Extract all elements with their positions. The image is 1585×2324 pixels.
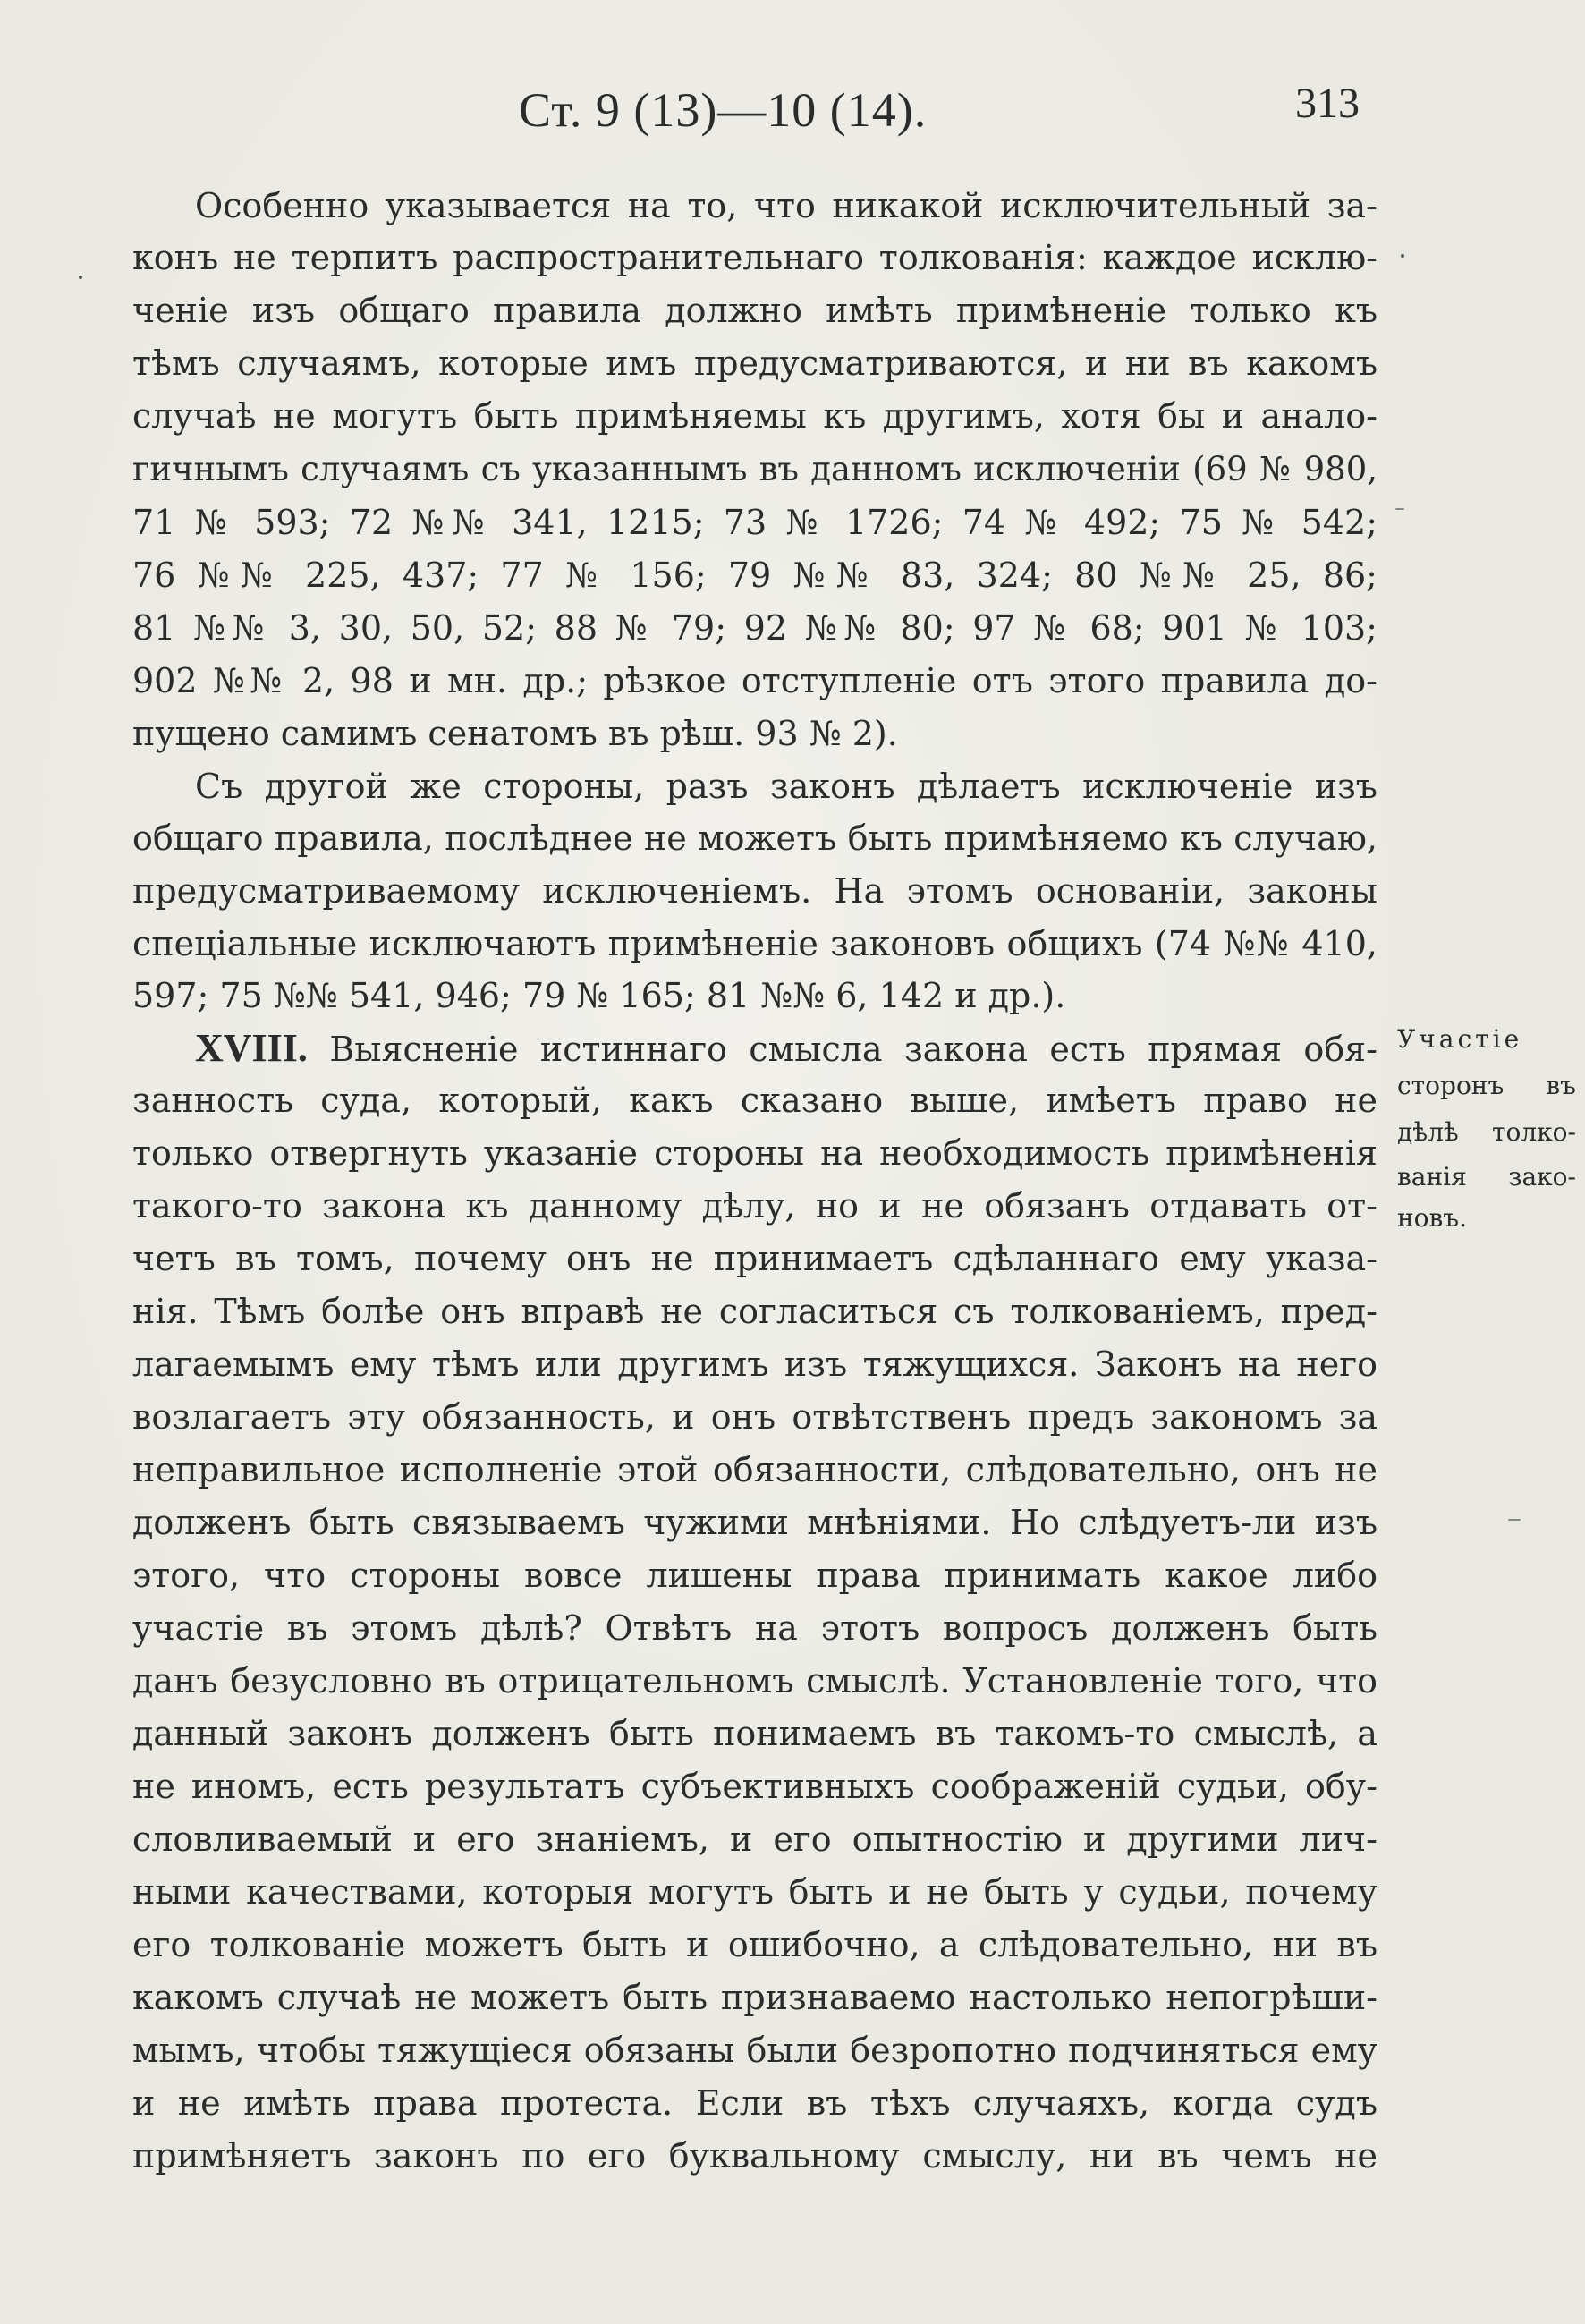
text-line (195, 1022, 1377, 1075)
text-line: 71 № 593; 72 №№ 341, 1215; 73 № 1726; 74 № 492; 75 № 542; (132, 503, 1377, 542)
text-line: Съ другой же стороны, разъ законъ дѣлаетъ исключеніе изъ (195, 767, 1377, 806)
text-line: гичнымъ случаямъ съ указаннымъ въ данномъ исключеніи (69 № 980, (132, 450, 1377, 488)
text-line: данъ безусловно въ отрицательномъ смыслѣ. Установленіе того, что (132, 1661, 1377, 1701)
text-line: только отвергнуть указаніе стороны на необходимость примѣненія (132, 1133, 1377, 1173)
text-line: ченіе изъ общаго правила должно имѣть примѣненіе только къ (132, 291, 1377, 330)
section-label: XVIII. (195, 1026, 308, 1070)
text-line: 76 №№ 225, 437; 77 № 156; 79 №№ 83, 324; 80 №№ 25, 86; (132, 556, 1377, 595)
text-line: лагаемымъ ему тѣмъ или другимъ изъ тяжущихся. Законъ на него (132, 1344, 1377, 1384)
text-line: его толкованіе можетъ быть и ошибочно, а слѣдовательно, ни въ (132, 1925, 1377, 1964)
text-line: возлагаетъ эту обязанность, и онъ отвѣтственъ предъ закономъ за (132, 1397, 1377, 1437)
text-line: спеціальные исключаютъ примѣненіе законовъ общихъ (74 №№ 410, (132, 924, 1377, 963)
text-line: Особенно указывается на то, что никакой исключительный за- (195, 186, 1377, 225)
text-line: нія. Тѣмъ болѣе онъ вправѣ не согласиться съ толкованіемъ, пред- (132, 1292, 1377, 1331)
text-line: мымъ, чтобы тяжущіеся обязаны были безропотно подчиняться ему (132, 2031, 1377, 2070)
text-line: 597; 75 №№ 541, 946; 79 № 165; 81 №№ 6, 142 и др.). (132, 976, 1066, 1015)
text-line: четъ въ томъ, почему онъ не принимаетъ сдѣланнаго ему указа- (132, 1239, 1377, 1278)
margin-note-line: новъ. (1397, 1203, 1467, 1233)
text-line: какомъ случаѣ не можетъ быть признаваемо настолько непогрѣши- (132, 1978, 1377, 2017)
text-line: и не имѣть права протеста. Если въ тѣхъ случаяхъ, когда судъ (132, 2083, 1377, 2123)
text-line: общаго правила, послѣднее не можетъ быть примѣняемо къ случаю, (132, 818, 1377, 858)
print-speck (79, 276, 82, 279)
text-line: тѣмъ случаямъ, которые имъ предусматриваются, и ни въ какомъ (132, 344, 1377, 383)
print-speck (1401, 254, 1404, 258)
print-speck (1508, 1519, 1521, 1521)
text-line: такого-то закона къ данному дѣлу, но и не обязанъ отдавать от- (132, 1186, 1377, 1226)
margin-note-line: Участіе (1397, 1024, 1523, 1054)
text-line: занность суда, который, какъ сказано выше, имѣетъ право не (132, 1081, 1377, 1120)
text-line: предусматриваемому исключеніемъ. На этомъ основаніи, законы (132, 871, 1377, 911)
margin-note-line: ванія зако- (1397, 1162, 1576, 1192)
text-line: 81 №№ 3, 30, 50, 52; 88 № 79; 92 №№ 80; 97 № 68; 901 № 103; (132, 608, 1377, 648)
text-span: Выясненіе истиннаго смысла закона есть прямая обя- (329, 1030, 1377, 1069)
margin-note-line: сторонъ въ (1397, 1071, 1576, 1100)
page-number: 313 (1295, 80, 1360, 127)
text-line: случаѣ не могутъ быть примѣняемы къ другимъ, хотя бы и анало- (132, 396, 1377, 436)
margin-note-line: дѣлѣ толко- (1397, 1117, 1576, 1147)
text-line: ными качествами, которыя могутъ быть и не быть у судьи, почему (132, 1872, 1377, 1912)
text-line: долженъ быть связываемъ чужими мнѣніями. Но слѣдуетъ-ли изъ (132, 1503, 1377, 1542)
text-line: этого, что стороны вовсе лишены права принимать какое либо (132, 1556, 1377, 1595)
text-line: 902 №№ 2, 98 и мн. др.; рѣзкое отступленіе отъ этого правила до- (132, 661, 1377, 700)
text-line: примѣняетъ законъ по его буквальному смыслу, ни въ чемъ не (132, 2136, 1377, 2176)
text-line: неправильное исполненіе этой обязанности, слѣдовательно, онъ не (132, 1450, 1377, 1489)
running-header: Ст. 9 (13)—10 (14). (519, 83, 928, 137)
text-line: пущено самимъ сенатомъ въ рѣш. 93 № 2). (132, 714, 898, 753)
text-line: участіе въ этомъ дѣлѣ? Отвѣтъ на этотъ вопросъ долженъ быть (132, 1608, 1377, 1648)
print-speck (1395, 508, 1404, 510)
text-line: словливаемый и его знаніемъ, и его опытностію и другими лич- (132, 1819, 1377, 1859)
text-line: не иномъ, есть результатъ субъективныхъ соображеній судьи, обу- (132, 1767, 1377, 1806)
text-line: конъ не терпитъ распространительнаго толкованія: каждое исклю- (132, 238, 1377, 277)
text-line: данный законъ долженъ быть понимаемъ въ такомъ-то смыслѣ, а (132, 1714, 1377, 1753)
